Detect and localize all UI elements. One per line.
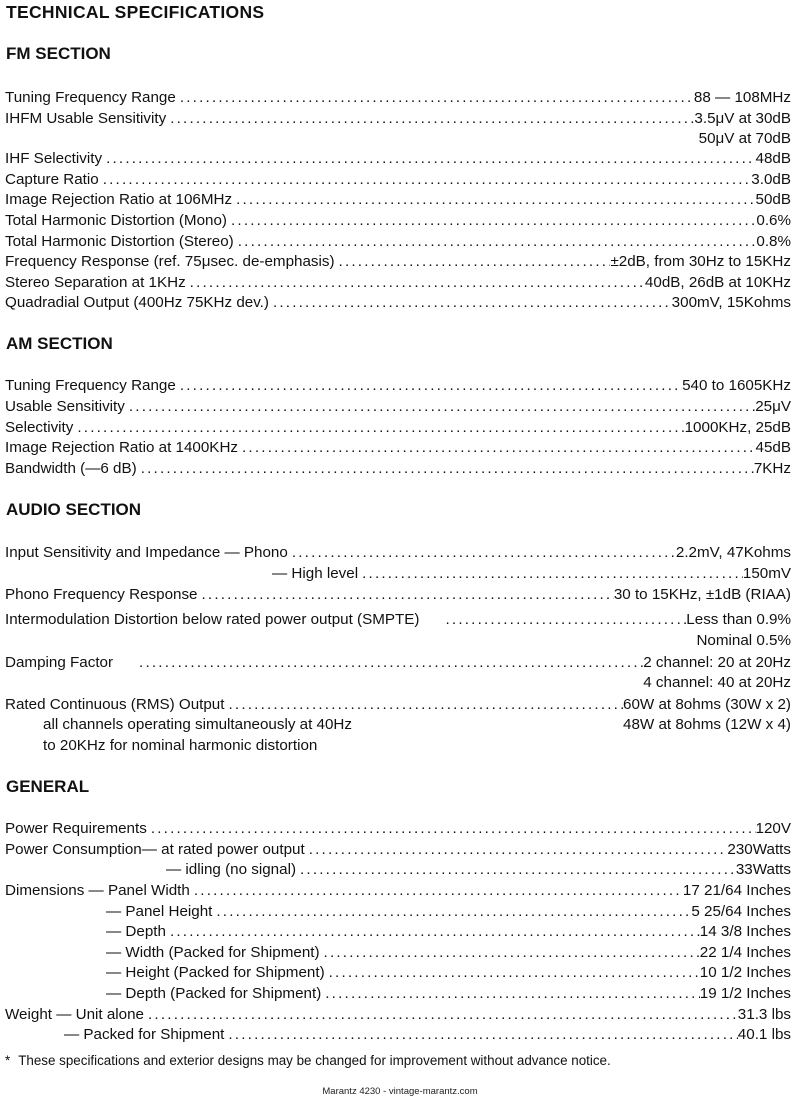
spec-value: 33Watts xyxy=(735,861,791,878)
spec-label: — Panel Height xyxy=(106,903,213,920)
spec-value: ±2dB, from 30Hz to 15KHz xyxy=(610,253,791,270)
spec-label: Usable Sensitivity xyxy=(5,398,125,415)
spec-label: Total Harmonic Distortion (Stereo) xyxy=(5,233,234,250)
spec-row xyxy=(106,983,791,1004)
spec-value: 30 to 15KHz, ±1dB (RIAA) xyxy=(613,586,791,603)
footnote-text: These specifications and exterior designs may be changed for improvement without advance notice. xyxy=(18,1053,611,1068)
spec-value: 60W at 8ohms (30W x 2) xyxy=(623,696,791,713)
spec-label: Image Rejection Ratio at 106MHz xyxy=(5,191,233,208)
leader-dots xyxy=(335,251,611,272)
spec-row xyxy=(5,292,791,313)
spec-value: 3.0dB xyxy=(751,171,791,188)
spec-row xyxy=(5,437,791,458)
spec-label: Phono Frequency Response xyxy=(5,586,198,603)
leader-dots xyxy=(166,108,694,129)
spec-label: IHFM Usable Sensitivity xyxy=(5,110,167,127)
spec-row xyxy=(106,942,791,963)
leader-dots xyxy=(125,396,755,417)
spec-row xyxy=(5,818,791,839)
spec-label: — Width (Packed for Shipment) xyxy=(106,944,320,961)
spec-value: 22 1/4 Inches xyxy=(699,944,791,961)
spec-value-continued: 50μV at 70dB xyxy=(698,130,791,147)
leader-dots xyxy=(224,694,623,715)
footnote-asterisk: * xyxy=(5,1053,11,1068)
leader-dots xyxy=(232,189,755,210)
leader-dots xyxy=(99,169,752,190)
spec-row xyxy=(5,652,791,673)
leader-dots xyxy=(113,652,643,673)
leader-dots xyxy=(296,859,736,880)
spec-label: Weight — Unit alone xyxy=(5,1006,145,1023)
spec-label: — idling (no signal) xyxy=(166,861,296,878)
spec-label: IHF Selectivity xyxy=(5,150,103,167)
leader-dots xyxy=(325,962,700,983)
leader-dots xyxy=(238,437,756,458)
leader-dots xyxy=(137,458,754,479)
spec-row xyxy=(5,148,791,169)
spec-value: 300mV, 15Kohms xyxy=(671,294,791,311)
spec-row xyxy=(5,839,791,860)
spec-value-continued: 4 channel: 40 at 20Hz xyxy=(643,674,791,691)
spec-row xyxy=(5,694,791,715)
leader-dots xyxy=(176,375,682,396)
spec-row xyxy=(5,1004,791,1025)
spec-label-continued: to 20KHz for nominal harmonic distortion xyxy=(43,737,318,754)
spec-row xyxy=(5,210,791,231)
fm-section-heading: FM SECTION xyxy=(6,44,111,63)
spec-label: — Depth (Packed for Shipment) xyxy=(106,985,322,1002)
leader-dots xyxy=(190,880,683,901)
spec-row xyxy=(5,272,791,293)
spec-row xyxy=(272,563,791,584)
spec-value: 0.8% xyxy=(756,233,791,250)
spec-row xyxy=(106,921,791,942)
leader-dots xyxy=(227,210,756,231)
leader-dots xyxy=(419,609,686,630)
spec-label: Image Rejection Ratio at 1400KHz xyxy=(5,439,239,456)
spec-value: 88 — 108MHz xyxy=(693,89,791,106)
general-section-heading: GENERAL xyxy=(6,777,90,796)
spec-row xyxy=(106,962,791,983)
spec-row xyxy=(5,108,791,129)
spec-row xyxy=(5,880,791,901)
footnote xyxy=(5,1051,611,1071)
spec-row xyxy=(5,169,791,190)
spec-label: Power Consumption— at rated power output xyxy=(5,841,305,858)
spec-row xyxy=(5,417,791,438)
spec-row xyxy=(5,375,791,396)
audio-section-heading: AUDIO SECTION xyxy=(6,500,142,519)
spec-value: 40dB, 26dB at 10KHz xyxy=(644,274,791,291)
spec-row xyxy=(5,396,791,417)
spec-value: 540 to 1605KHz xyxy=(682,377,791,394)
leader-dots xyxy=(147,818,756,839)
spec-value: 1000KHz, 25dB xyxy=(684,419,791,436)
spec-value: 40.1 lbs xyxy=(737,1026,791,1043)
leader-dots xyxy=(321,983,700,1004)
spec-label: Frequency Response (ref. 75μsec. de-emphasis) xyxy=(5,253,335,270)
spec-value: 150mV xyxy=(742,565,791,582)
leader-dots xyxy=(186,272,645,293)
spec-row xyxy=(5,251,791,272)
spec-label: Quadradial Output (400Hz 75KHz dev.) xyxy=(5,294,269,311)
spec-value: 45dB xyxy=(755,439,791,456)
leader-dots xyxy=(234,231,757,252)
spec-value: 7KHz xyxy=(753,460,791,477)
spec-value: 48dB xyxy=(755,150,791,167)
leader-dots xyxy=(144,1004,738,1025)
spec-value: 14 3/8 Inches xyxy=(699,923,791,940)
spec-value: 120V xyxy=(755,820,791,837)
spec-value: Less than 0.9% xyxy=(686,611,791,628)
spec-value: 31.3 lbs xyxy=(737,1006,791,1023)
spec-value: 2 channel: 20 at 20Hz xyxy=(643,654,791,671)
spec-row xyxy=(5,87,791,108)
page-title: TECHNICAL SPECIFICATIONS xyxy=(6,2,265,22)
spec-row xyxy=(166,859,791,880)
spec-label: Dimensions — Panel Width xyxy=(5,882,190,899)
spec-row xyxy=(106,901,791,922)
spec-value: 25μV xyxy=(755,398,791,415)
spec-row xyxy=(5,189,791,210)
spec-value: 2.2mV, 47Kohms xyxy=(675,544,791,561)
leader-dots xyxy=(305,839,728,860)
spec-label: Intermodulation Distortion below rated power output (SMPTE) xyxy=(5,611,420,628)
spec-label: Selectivity xyxy=(5,419,74,436)
spec-label: — High level xyxy=(272,565,359,582)
spec-value-continued: Nominal 0.5% xyxy=(696,632,791,649)
spec-label: — Depth xyxy=(106,923,166,940)
spec-row xyxy=(5,542,791,563)
leader-dots xyxy=(73,417,684,438)
leader-dots xyxy=(198,584,614,605)
leader-dots xyxy=(320,942,700,963)
spec-label: Tuning Frequency Range xyxy=(5,89,176,106)
leader-dots xyxy=(358,563,743,584)
leader-dots xyxy=(102,148,755,169)
spec-row xyxy=(5,458,791,479)
spec-row xyxy=(64,1024,791,1045)
leader-dots xyxy=(224,1024,737,1045)
page-footer: Marantz 4230 - vintage-marantz.com xyxy=(322,1086,478,1097)
leader-dots xyxy=(176,87,694,108)
spec-value: 10 1/2 Inches xyxy=(699,964,791,981)
spec-label: Power Requirements xyxy=(5,820,147,837)
spec-label: Capture Ratio xyxy=(5,171,99,188)
spec-label: Stereo Separation at 1KHz xyxy=(5,274,186,291)
spec-row xyxy=(5,231,791,252)
spec-value: 19 1/2 Inches xyxy=(699,985,791,1002)
spec-value: 0.6% xyxy=(756,212,791,229)
spec-label: Bandwidth (—6 dB) xyxy=(5,460,137,477)
spec-value: 3.5μV at 30dB xyxy=(694,110,791,127)
spec-value: 5 25/64 Inches xyxy=(691,903,791,920)
spec-label: — Height (Packed for Shipment) xyxy=(106,964,325,981)
leader-dots xyxy=(212,901,691,922)
leader-dots xyxy=(288,542,676,563)
spec-row xyxy=(5,584,791,605)
spec-value: 50dB xyxy=(755,191,791,208)
spec-row xyxy=(5,609,791,630)
am-section-heading: AM SECTION xyxy=(6,334,113,353)
spec-label: Total Harmonic Distortion (Mono) xyxy=(5,212,227,229)
spec-label-continued: all channels operating simultaneously at 40Hz xyxy=(43,716,352,733)
spec-label: — Packed for Shipment xyxy=(64,1026,225,1043)
spec-value: 230Watts xyxy=(727,841,791,858)
leader-dots xyxy=(269,292,672,313)
spec-label: Tuning Frequency Range xyxy=(5,377,176,394)
spec-label: Rated Continuous (RMS) Output xyxy=(5,696,225,713)
leader-dots xyxy=(166,921,700,942)
spec-label: Damping Factor xyxy=(5,654,114,671)
spec-value: 17 21/64 Inches xyxy=(682,882,791,899)
spec-label: Input Sensitivity and Impedance — Phono xyxy=(5,544,288,561)
spec-value-continued: 48W at 8ohms (12W x 4) xyxy=(623,716,791,733)
